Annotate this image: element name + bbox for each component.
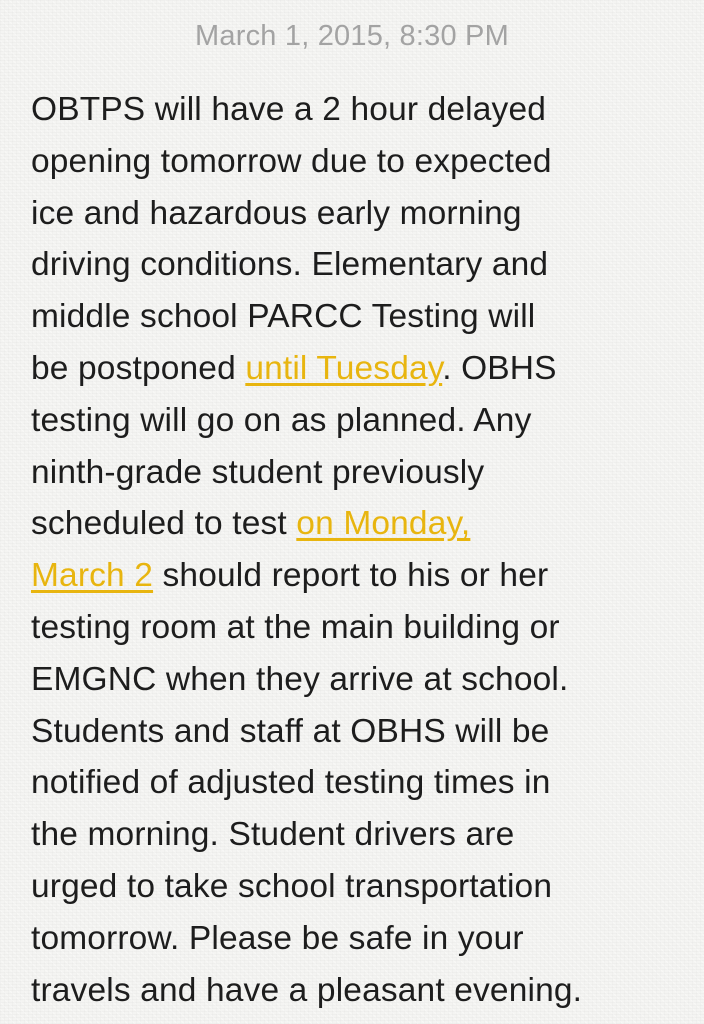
note-text: be postponed [31,349,246,387]
note-text: ninth-grade student previously [31,453,485,491]
note-text: scheduled to test [31,505,297,543]
note-line [31,706,681,758]
date-link[interactable]: until Tuesday [245,349,443,387]
note-text: opening tomorrow due to expected [31,142,552,180]
note-line [31,757,681,809]
note-timestamp: March 1, 2015, 8:30 PM [195,20,509,52]
note-text: ice and hazardous early morning [31,194,522,232]
note-line [31,809,681,861]
note-text: testing room at the main building or [31,608,560,646]
note-line [31,291,681,343]
note-text: . OBHS [442,349,557,387]
note-line [31,239,681,291]
note-line [31,395,681,447]
note-line [31,913,681,965]
note-line [31,861,681,913]
date-link[interactable]: on Monday, [296,505,471,543]
note-text: the morning. Student drivers are [31,816,515,854]
note-text: should report to his or her [153,557,549,595]
note-line [31,343,681,395]
note-text: driving conditions. Elementary and [31,246,549,284]
note-text: testing will go on as planned. Any [31,401,532,439]
note-text: travels and have a pleasant evening. [31,971,583,1009]
note-text: Students and staff at OBHS will be [31,712,550,750]
note-line [31,550,681,602]
note-line [31,84,681,136]
note-text: tomorrow. Please be safe in your [31,919,524,957]
note-line [31,188,681,240]
note-text: OBTPS will have a 2 hour delayed [31,91,547,128]
note-text: notified of adjusted testing times in [31,764,551,802]
note-line [31,602,681,654]
note-text: middle school PARCC Testing will [31,298,536,336]
date-link[interactable]: March 2 [31,557,154,595]
note-body[interactable] [31,84,681,1016]
note-line [31,136,681,188]
note-line [31,498,681,550]
note-line [31,447,681,499]
note-text: EMGNC when they arrive at school. [31,660,569,698]
note-line [31,965,681,1017]
note-line [31,654,681,706]
note-text: urged to take school transportation [31,867,553,905]
